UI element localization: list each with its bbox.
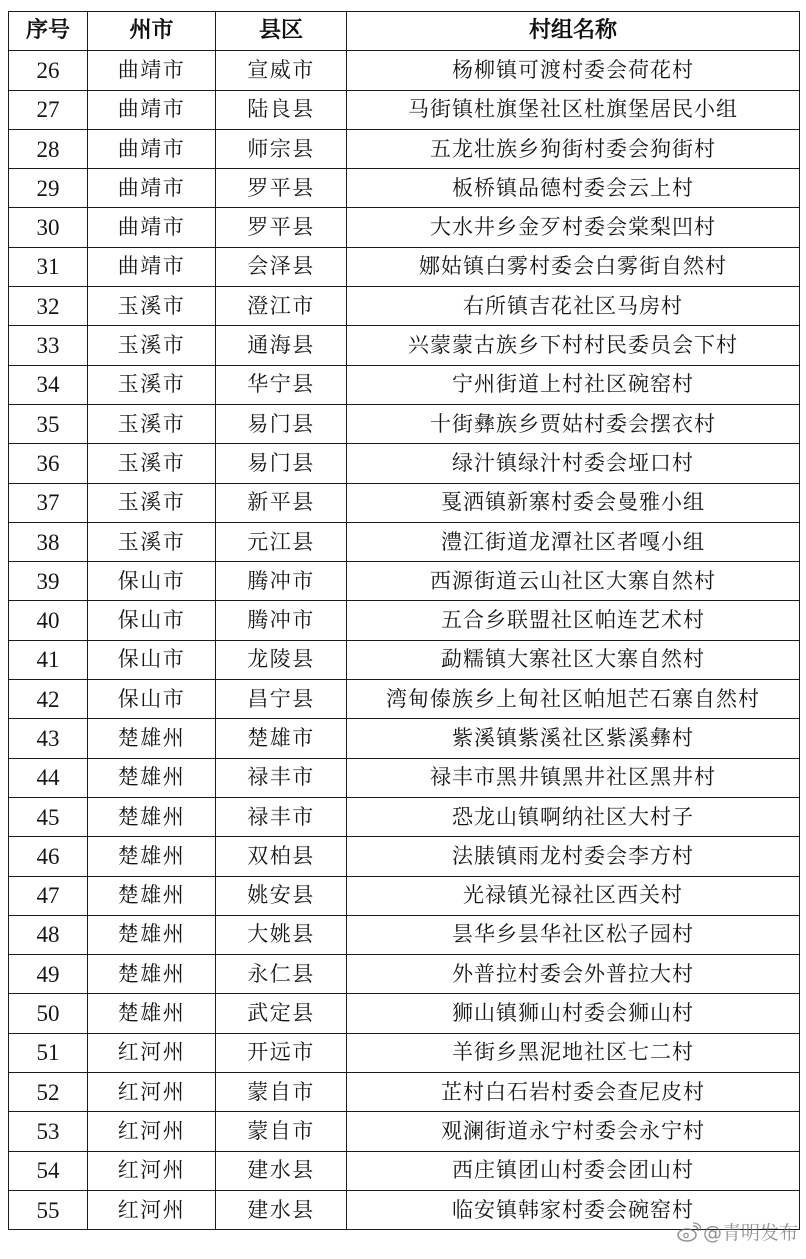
cell-serial-number: 39 — [9, 562, 88, 601]
cell-village-name: 禄丰市黑井镇黑井社区黑井村 — [347, 758, 800, 797]
cell-prefecture: 玉溪市 — [88, 444, 216, 483]
header-serial-number: 序号 — [9, 12, 88, 51]
table-row — [9, 247, 800, 286]
cell-village-name: 西庄镇团山村委会团山村 — [347, 1151, 800, 1190]
table-row — [9, 483, 800, 522]
cell-county: 武定县 — [216, 994, 347, 1033]
cell-prefecture: 红河州 — [88, 1190, 216, 1229]
cell-village-name: 杨柳镇可渡村委会荷花村 — [347, 51, 800, 90]
cell-village-name: 五合乡联盟社区帕连艺术村 — [347, 601, 800, 640]
cell-prefecture: 楚雄州 — [88, 758, 216, 797]
table-row — [9, 129, 800, 168]
cell-serial-number: 34 — [9, 365, 88, 404]
cell-prefecture: 楚雄州 — [88, 719, 216, 758]
table-header — [9, 12, 800, 51]
cell-village-name: 羊街乡黑泥地社区七二村 — [347, 1033, 800, 1072]
cell-serial-number: 51 — [9, 1033, 88, 1072]
cell-prefecture: 红河州 — [88, 1151, 216, 1190]
cell-county: 华宁县 — [216, 365, 347, 404]
cell-prefecture: 红河州 — [88, 1073, 216, 1112]
cell-serial-number: 44 — [9, 758, 88, 797]
cell-prefecture: 曲靖市 — [88, 51, 216, 90]
cell-serial-number: 37 — [9, 483, 88, 522]
table-row — [9, 522, 800, 561]
cell-county: 昌宁县 — [216, 680, 347, 719]
cell-prefecture: 玉溪市 — [88, 326, 216, 365]
cell-village-name: 湾甸傣族乡上甸社区帕旭芒石寨自然村 — [347, 680, 800, 719]
cell-county: 大姚县 — [216, 915, 347, 954]
watermark-text: @青明发布 — [702, 1222, 798, 1244]
header-village-name: 村组名称 — [347, 12, 800, 51]
cell-prefecture: 楚雄州 — [88, 797, 216, 836]
cell-prefecture: 保山市 — [88, 601, 216, 640]
cell-serial-number: 29 — [9, 169, 88, 208]
cell-serial-number: 31 — [9, 247, 88, 286]
table-row — [9, 444, 800, 483]
cell-serial-number: 33 — [9, 326, 88, 365]
table-body — [9, 51, 800, 1230]
cell-serial-number: 28 — [9, 129, 88, 168]
village-list-table — [8, 11, 800, 1230]
cell-serial-number: 27 — [9, 90, 88, 129]
cell-county: 禄丰市 — [216, 758, 347, 797]
cell-serial-number: 46 — [9, 837, 88, 876]
cell-village-name: 光禄镇光禄社区西关村 — [347, 876, 800, 915]
cell-county: 腾冲市 — [216, 562, 347, 601]
table-row — [9, 915, 800, 954]
cell-village-name: 西源街道云山社区大寨自然村 — [347, 562, 800, 601]
table-row — [9, 640, 800, 679]
cell-village-name: 戛洒镇新寨村委会曼雅小组 — [347, 483, 800, 522]
table-row — [9, 562, 800, 601]
cell-serial-number: 36 — [9, 444, 88, 483]
cell-prefecture: 曲靖市 — [88, 90, 216, 129]
cell-village-name: 兴蒙蒙古族乡下村村民委员会下村 — [347, 326, 800, 365]
cell-prefecture: 曲靖市 — [88, 129, 216, 168]
cell-county: 龙陵县 — [216, 640, 347, 679]
cell-village-name: 马街镇杜旗堡社区杜旗堡居民小组 — [347, 90, 800, 129]
cell-county: 腾冲市 — [216, 601, 347, 640]
cell-county: 姚安县 — [216, 876, 347, 915]
table-row — [9, 287, 800, 326]
cell-county: 易门县 — [216, 404, 347, 443]
cell-village-name: 大水井乡金歹村委会棠梨凹村 — [347, 208, 800, 247]
table-row — [9, 51, 800, 90]
cell-village-name: 十街彝族乡贾姑村委会摆衣村 — [347, 404, 800, 443]
cell-prefecture: 楚雄州 — [88, 994, 216, 1033]
cell-county: 会泽县 — [216, 247, 347, 286]
cell-village-name: 勐糯镇大寨社区大寨自然村 — [347, 640, 800, 679]
cell-village-name: 板桥镇品德村委会云上村 — [347, 169, 800, 208]
cell-county: 建水县 — [216, 1151, 347, 1190]
cell-county: 开远市 — [216, 1033, 347, 1072]
cell-serial-number: 35 — [9, 404, 88, 443]
table-row — [9, 208, 800, 247]
cell-serial-number: 45 — [9, 797, 88, 836]
cell-prefecture: 楚雄州 — [88, 837, 216, 876]
cell-village-name: 观澜街道永宁村委会永宁村 — [347, 1112, 800, 1151]
cell-serial-number: 26 — [9, 51, 88, 90]
cell-county: 师宗县 — [216, 129, 347, 168]
table-row — [9, 169, 800, 208]
cell-serial-number: 30 — [9, 208, 88, 247]
cell-serial-number: 40 — [9, 601, 88, 640]
cell-village-name: 澧江街道龙潭社区者嘎小组 — [347, 522, 800, 561]
cell-village-name: 外普拉村委会外普拉大村 — [347, 955, 800, 994]
cell-prefecture: 曲靖市 — [88, 169, 216, 208]
cell-prefecture: 曲靖市 — [88, 208, 216, 247]
cell-village-name: 娜姑镇白雾村委会白雾街自然村 — [347, 247, 800, 286]
cell-prefecture: 楚雄州 — [88, 876, 216, 915]
cell-village-name: 右所镇吉花社区马房村 — [347, 287, 800, 326]
cell-county: 蒙自市 — [216, 1112, 347, 1151]
table-row — [9, 1112, 800, 1151]
cell-serial-number: 50 — [9, 994, 88, 1033]
cell-county: 通海县 — [216, 326, 347, 365]
header-prefecture: 州市 — [88, 12, 216, 51]
cell-village-name: 狮山镇狮山村委会狮山村 — [347, 994, 800, 1033]
cell-serial-number: 42 — [9, 680, 88, 719]
cell-county: 澄江市 — [216, 287, 347, 326]
cell-serial-number: 41 — [9, 640, 88, 679]
cell-prefecture: 楚雄州 — [88, 915, 216, 954]
cell-county: 新平县 — [216, 483, 347, 522]
cell-village-name: 临安镇韩家村委会碗窑村 — [347, 1190, 800, 1229]
cell-prefecture: 玉溪市 — [88, 287, 216, 326]
table-row — [9, 90, 800, 129]
table-row — [9, 876, 800, 915]
cell-county: 建水县 — [216, 1190, 347, 1229]
cell-serial-number: 49 — [9, 955, 88, 994]
cell-county: 禄丰市 — [216, 797, 347, 836]
cell-county: 双柏县 — [216, 837, 347, 876]
cell-county: 宣威市 — [216, 51, 347, 90]
cell-prefecture: 保山市 — [88, 562, 216, 601]
cell-prefecture: 红河州 — [88, 1033, 216, 1072]
cell-serial-number: 47 — [9, 876, 88, 915]
cell-village-name: 法脿镇雨龙村委会李方村 — [347, 837, 800, 876]
cell-serial-number: 48 — [9, 915, 88, 954]
cell-prefecture: 保山市 — [88, 680, 216, 719]
cell-county: 楚雄市 — [216, 719, 347, 758]
cell-village-name: 绿汁镇绿汁村委会垭口村 — [347, 444, 800, 483]
table-row — [9, 758, 800, 797]
table-row — [9, 955, 800, 994]
table-row — [9, 680, 800, 719]
cell-village-name: 昙华乡昙华社区松子园村 — [347, 915, 800, 954]
table-row — [9, 326, 800, 365]
table-row — [9, 837, 800, 876]
cell-county: 易门县 — [216, 444, 347, 483]
cell-prefecture: 玉溪市 — [88, 483, 216, 522]
weibo-logo-icon — [677, 1222, 701, 1242]
table-row — [9, 1033, 800, 1072]
cell-county: 蒙自市 — [216, 1073, 347, 1112]
cell-village-name: 紫溪镇紫溪社区紫溪彝村 — [347, 719, 800, 758]
cell-serial-number: 43 — [9, 719, 88, 758]
table-row — [9, 404, 800, 443]
cell-county: 罗平县 — [216, 208, 347, 247]
table-row — [9, 601, 800, 640]
cell-serial-number: 52 — [9, 1073, 88, 1112]
cell-village-name: 五龙壮族乡狗街村委会狗街村 — [347, 129, 800, 168]
table-row — [9, 1073, 800, 1112]
table-row — [9, 719, 800, 758]
cell-serial-number: 55 — [9, 1190, 88, 1229]
cell-county: 永仁县 — [216, 955, 347, 994]
cell-county: 罗平县 — [216, 169, 347, 208]
cell-prefecture: 曲靖市 — [88, 247, 216, 286]
table-row — [9, 1151, 800, 1190]
table-row — [9, 994, 800, 1033]
cell-prefecture: 楚雄州 — [88, 955, 216, 994]
cell-county: 元江县 — [216, 522, 347, 561]
cell-prefecture: 玉溪市 — [88, 522, 216, 561]
header-county: 县区 — [216, 12, 347, 51]
cell-serial-number: 53 — [9, 1112, 88, 1151]
table-row — [9, 797, 800, 836]
cell-serial-number: 38 — [9, 522, 88, 561]
cell-village-name: 恐龙山镇啊纳社区大村子 — [347, 797, 800, 836]
cell-county: 陆良县 — [216, 90, 347, 129]
cell-prefecture: 玉溪市 — [88, 365, 216, 404]
header-row — [9, 12, 800, 51]
cell-village-name: 芷村白石岩村委会查尼皮村 — [347, 1073, 800, 1112]
cell-prefecture: 保山市 — [88, 640, 216, 679]
watermark — [677, 1218, 798, 1245]
cell-prefecture: 玉溪市 — [88, 404, 216, 443]
cell-serial-number: 32 — [9, 287, 88, 326]
cell-serial-number: 54 — [9, 1151, 88, 1190]
cell-prefecture: 红河州 — [88, 1112, 216, 1151]
cell-village-name: 宁州街道上村社区碗窑村 — [347, 365, 800, 404]
table-row — [9, 365, 800, 404]
